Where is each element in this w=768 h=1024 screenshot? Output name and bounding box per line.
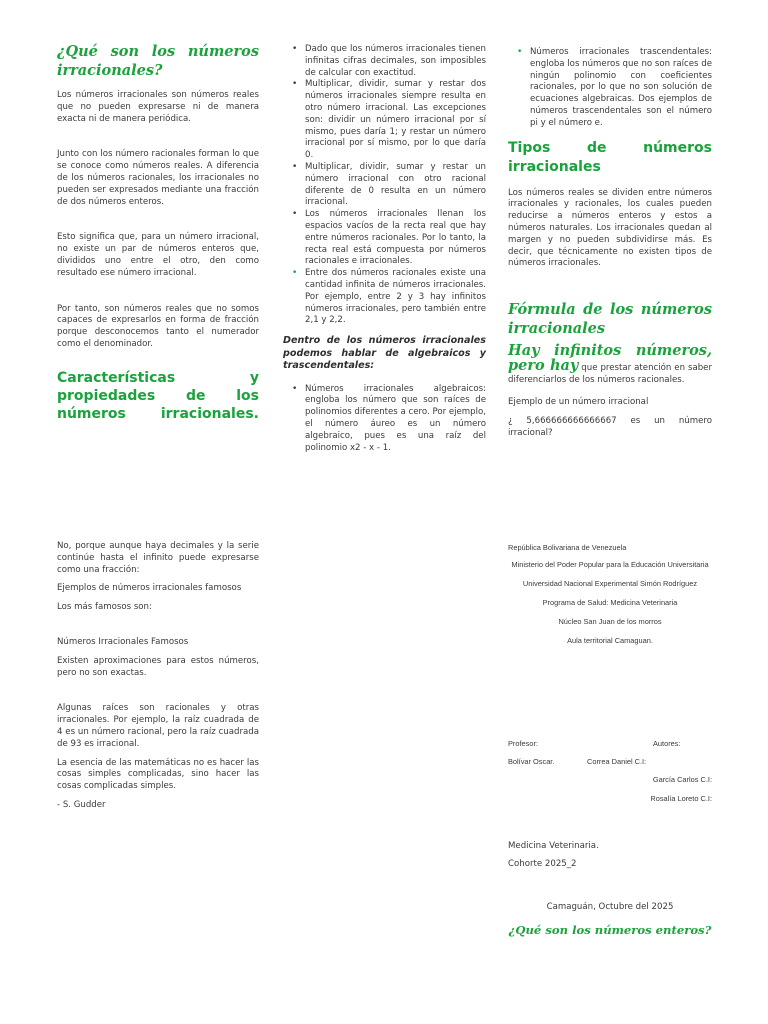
career-line: Medicina Veterinaria. xyxy=(508,841,599,851)
cover-line-programa: Programa de Salud: Medicina Veterinaria xyxy=(542,598,678,607)
paragraph-ejemplos-famosos: Ejemplos de números irracionales famosos xyxy=(57,583,242,594)
paragraph-mas-famosos: Los más famosos son: xyxy=(57,602,152,613)
subheading-algebraicos-trascendentales: Dentro de los números irracionales podemos hablar de algebraicos y trascendentales: xyxy=(283,335,486,372)
profesor-name: Bolívar Oscar. xyxy=(508,757,555,766)
paragraph-reales: Junto con los número racionales forman lo que se conoce como números reales. A diferencia de los números racionales, los irracionales no pueden ser expresados mediante una fracción de dos números enteros. xyxy=(57,149,259,207)
cover-line-ministerio: Ministerio del Poder Popular para la Educación Universitaria xyxy=(511,560,709,569)
properties-list xyxy=(283,44,486,327)
paragraph-tipos: Los números reales se dividen entre números irracionales y racionales, los cuales pueden reducirse a números enteros y estos a números naturales. Los irracionales quedan al margen y no pueden subdividirse más. Es decir, que técnicamente no existen tipos de números irracionales. xyxy=(508,187,712,269)
list-item: • Los números irracionales llenan los espacios vacíos de la recta real que hay entre números racionales. Por lo tanto, la recta real está compuesta por números racionales e irracionales. xyxy=(292,209,486,267)
autor-rosalia: Rosalía Loreto C.I: xyxy=(650,794,712,803)
cover-line-republica: República Bolivariana de Venezuela xyxy=(508,543,627,552)
cover-header xyxy=(508,543,712,655)
profesor-label: Profesor: xyxy=(508,739,538,748)
paragraph-aproximaciones: Existen aproximaciones para estos números, pero no son exactas. xyxy=(57,655,259,678)
autores-label: Autores: xyxy=(653,739,681,748)
heading-caracteristicas: Características y propiedades de los números irracionales. xyxy=(57,369,259,422)
paragraph-question: ¿ 5,666666666666667 es un número irracional? xyxy=(508,416,712,439)
cover-line-nucleo: Núcleo San Juan de los morros xyxy=(558,617,662,626)
inline-heading-hay-infinitos: Hay infinitos números, pero hay xyxy=(508,342,712,374)
algebraic-list xyxy=(283,384,486,455)
cover-line-aula: Aula territorial Camaguan. xyxy=(567,636,653,645)
autor-correa: Correa Daniel C.I: xyxy=(587,757,647,766)
column-4 xyxy=(57,541,259,823)
paragraph-hay-infinitos: Hay infinitos números, pero hay que prestar atención en saber diferenciarlos de los números racionales. xyxy=(508,342,713,385)
place-date-line: Camaguán, Octubre del 2025 xyxy=(546,902,674,912)
list-item: • Dado que los números irracionales tienen infinitas cifras decimales, son imposibles de calcular con exactitud. xyxy=(292,44,486,78)
autor-garcia: García Carlos C.I: xyxy=(652,775,712,784)
list-item: • Entre dos números racionales existe una cantidad infinita de números irracionales. Por ejemplo, entre 2 y 3 hay infinitos números irracionales, pero también entre 2,1 y 2,2. xyxy=(292,268,486,326)
transcendental-list xyxy=(508,47,712,130)
paragraph-quote-author: - S. Gudder xyxy=(57,799,106,810)
cover-title: ¿Qué son los números enteros? xyxy=(508,923,712,937)
heading-que-son-irracionales: ¿Qué son los números irracionales? xyxy=(57,43,259,79)
cover-line-universidad: Universidad Nacional Experimental Simón Rodríguez xyxy=(522,579,698,588)
paragraph-quote: La esencia de las matemáticas no es hacer las cosas simples complicadas, sino hacer las cosas complicadas simples. xyxy=(57,757,259,792)
list-item: • Números irracionales algebraicos: engloba los número que son raíces de polinomios diferentes a cero. Por ejemplo, el número áureo es un número algebraico, pues es una raíz del polinomio x2 - x - 1. xyxy=(292,383,487,453)
column-3 xyxy=(508,47,712,451)
paragraph-raices: Algunas raíces son racionales y otras irracionales. Por ejemplo, la raíz cuadrada de 4 es un número racional, pero la raíz cuadrada de 93 es irracional. xyxy=(57,703,259,749)
paragraph-famosos-title: Números Irracionales Famosos xyxy=(57,636,189,647)
list-item: • Multiplicar, dividir, sumar y restar dos números irracionales siempre resulta en otro número irracional. Las excepciones son: dividir un número irracional por sí mismo, pues daría 1; y restar un número irracional por sí mismo, por lo que daría 0. xyxy=(292,79,486,161)
list-item: • Números irracionales trascendentales: engloba los números que no son raíces de ningún polinomio con coeficientes racionales, por lo que no son solución de ecuaciones algebraicas. Dos ejemplos de números trascendentales son el número pi y el número e. xyxy=(517,47,712,128)
paragraph-definition: Los números irracionales son números reales que no pueden expresarse ni de manera exacta ni de manera periódica. xyxy=(57,90,259,124)
heading-tipos: Tipos de números irracionales xyxy=(508,139,712,175)
cohort-line: Cohorte 2025_2 xyxy=(508,859,577,869)
column-2 xyxy=(283,44,486,454)
column-1 xyxy=(57,42,259,434)
list-item: • Multiplicar, dividir, sumar y restar un número irracional con otro racional diferente de 0 resulta en un número irracional. xyxy=(292,161,486,208)
heading-formula: Fórmula de los números irracionales xyxy=(508,301,712,338)
paragraph-numerador: Por tanto, son números reales que no somos capaces de expresarlos en forma de fracción porque desconocemos tanto el numerador como el denominador. xyxy=(57,303,259,349)
paragraph-fraccion: Esto significa que, para un número irracional, no existe un par de números enteros que, divididos uno entre el otro, den como resultado ese número irracional. xyxy=(57,232,259,278)
paragraph-no-porque: No, porque aunque haya decimales y la serie continúe hasta el infinito puede expresarse como una fracción: xyxy=(57,541,259,575)
paragraph-ejemplo: Ejemplo de un número irracional xyxy=(508,396,649,407)
